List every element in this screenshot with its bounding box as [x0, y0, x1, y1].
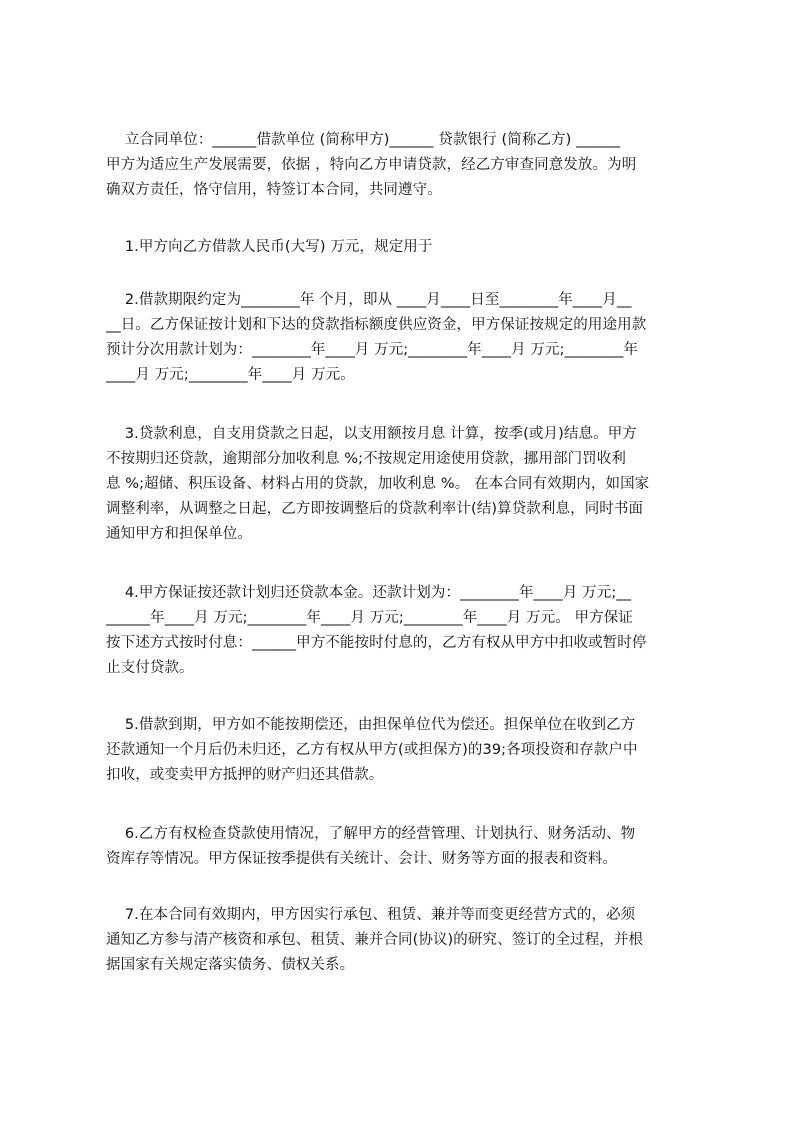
text-line: 立合同单位：______借款单位 (简称甲方)______ 贷款银行 (简称乙方) ______ [106, 132, 621, 148]
clause-1 [106, 235, 700, 260]
text-line: 5.借款到期，甲方如不能按期偿还，由担保单位代为偿还。担保单位在收到乙方 [106, 717, 636, 733]
text-line: 不按期归还贷款，逾期部分加收利息 %;不按规定用途使用贷款，挪用部门罚收利 [106, 451, 626, 467]
text-line: 还款通知一个月后仍未归还，乙方有权从甲方(或担保方)的39;各项投资和存款户中 [106, 742, 638, 758]
text-line: 资库存等情况。甲方保证按季提供有关统计、会计、财务等方面的报表和资料。 [106, 851, 617, 867]
text-line: ____月 万元;________年____月 万元。 [106, 367, 355, 383]
clause-2 [106, 288, 700, 388]
paragraph-contract-parties [106, 128, 700, 203]
clause-6 [106, 822, 700, 872]
clause-3 [106, 422, 700, 547]
clause-4 [106, 581, 700, 681]
text-line: 调整利率，从调整之日起，乙方即按调整后的贷款利率计(结)算贷款利息，同时书面 [106, 501, 644, 517]
text-line: 3.贷款利息，自支用贷款之日起，以支用额按月息 计算，按季(或月)结息。甲方 [106, 426, 637, 442]
clause-7 [106, 903, 700, 978]
text-line: __日。乙方保证按计划和下达的贷款指标额度供应资金，甲方保证按规定的用途用款 [106, 317, 647, 333]
text-line: 甲方为适应生产发展需要，依据 ，特向乙方申请贷款，经乙方审查同意发放。为明 [106, 157, 637, 173]
text-line: 2.借款期限约定为________年 个月，即从 ____月____日至________年____月__ [106, 292, 632, 308]
text-line: 按下述方式按时付息：______甲方不能按时付息的，乙方有权从甲方中扣收或暂时停 [106, 635, 647, 651]
text-line: 确双方责任，恪守信用，特签订本合同，共同遵守。 [106, 182, 442, 198]
clause-5 [106, 713, 700, 788]
text-line: 1.甲方向乙方借款人民币(大写) 万元，规定用于 [106, 239, 433, 255]
text-line: 预计分次用款计划为：________年____月 万元;________年____月 万元;________年 [106, 342, 638, 358]
text-line: 止支付贷款。 [106, 660, 194, 676]
text-line: 通知甲方和担保单位。 [106, 526, 252, 542]
text-line: 6.乙方有权检查贷款使用情况，了解甲方的经营管理、计划执行、财务活动、物 [106, 826, 636, 842]
text-line: ______年____月 万元;________年____月 万元;________年____月 万元。 甲方保证 [106, 610, 633, 626]
text-line: 据国家有关规定落实债务、债权关系。 [106, 957, 355, 973]
text-line: 7.在本合同有效期内，甲方因实行承包、租赁、兼并等而变更经营方式的，必须 [106, 907, 636, 923]
text-line: 通知乙方参与清产核资和承包、租赁、兼并合同(协议)的研究、签订的全过程，并根 [106, 932, 644, 948]
text-line: 扣收，或变卖甲方抵押的财产归还其借款。 [106, 767, 384, 783]
text-line: 息 %;超储、积压设备、材料占用的贷款，加收利息 %。 在本合同有效期内，如国家 [106, 476, 650, 492]
text-line: 4.甲方保证按还款计划归还贷款本金。还款计划为：________年____月 万元;__ [106, 585, 632, 601]
